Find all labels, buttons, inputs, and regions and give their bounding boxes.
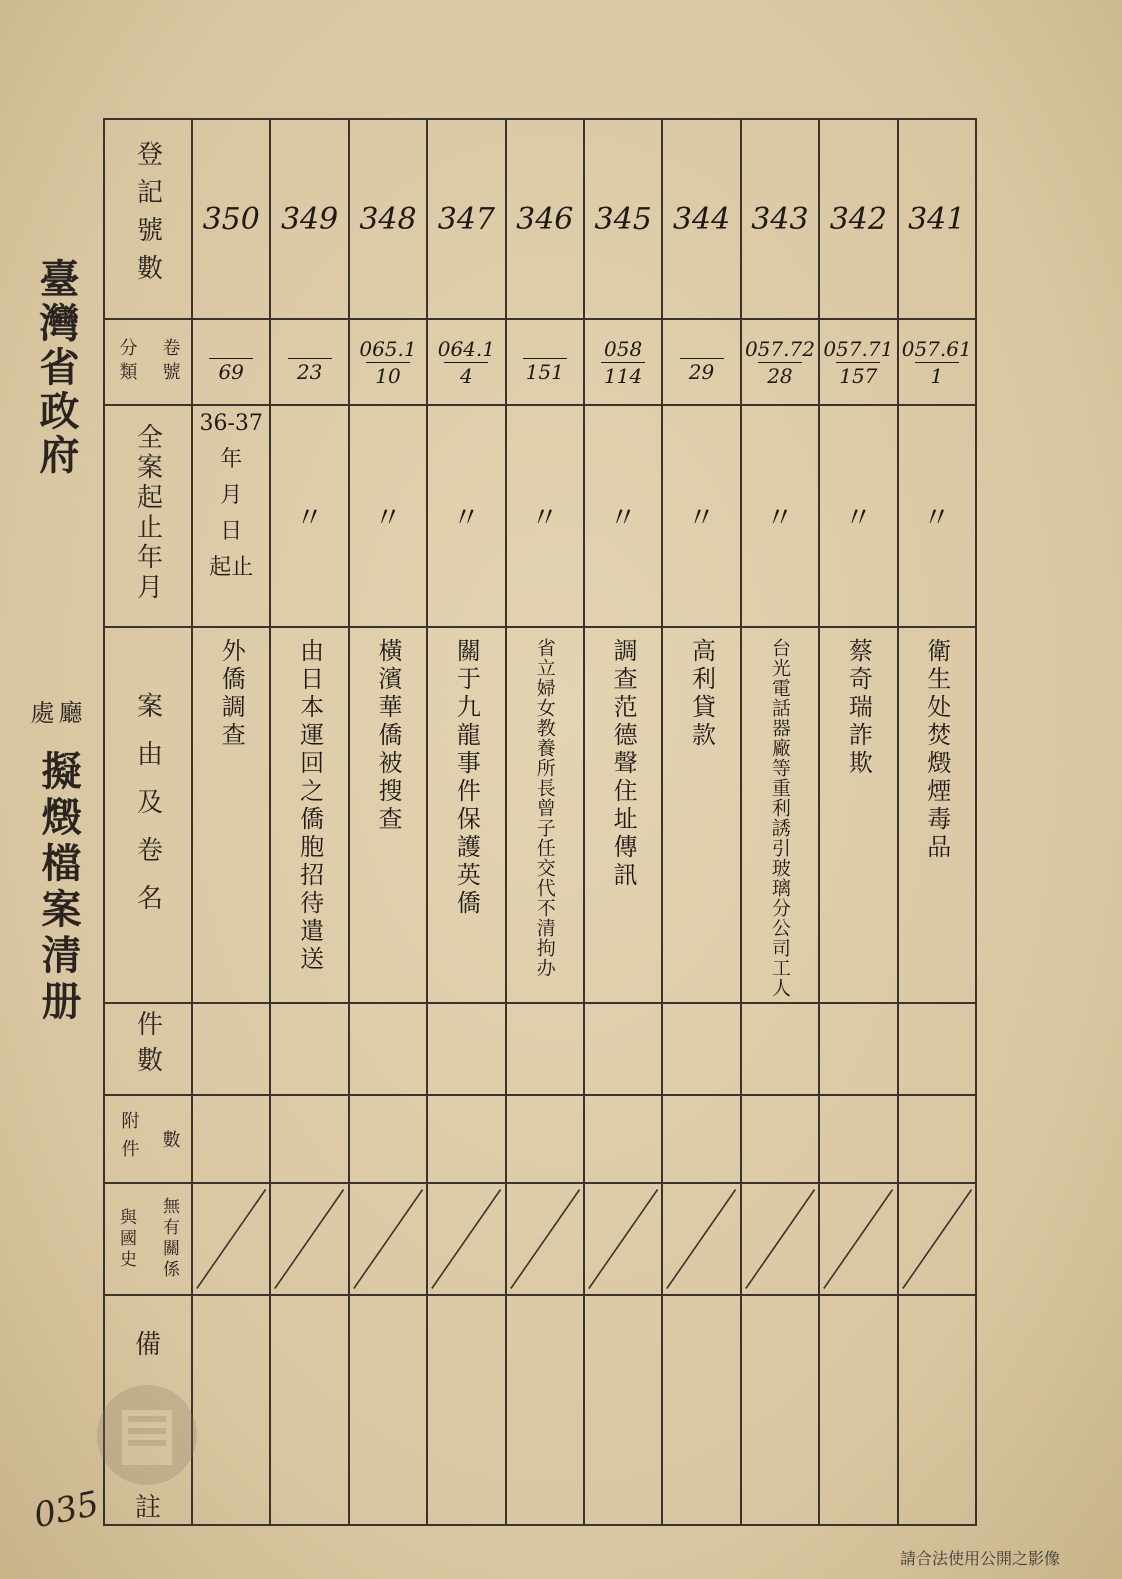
date-range-cell [662,405,740,627]
fraction-line [209,358,253,359]
date-range-cell [584,405,662,627]
diagonal-strike [899,1184,975,1294]
subject-text: 高利貸款 [687,638,716,750]
subject-text: 調查范德聲住址傳訊 [609,638,638,890]
remarks-cell [662,1295,740,1525]
subject-text: 台光電話器廠等重利誘引玻璃分公司工人 [768,638,791,998]
attachment-cell [741,1095,819,1183]
archive-logo-watermark [92,1380,202,1490]
history-relation-cell [349,1183,427,1295]
category-code: 058 [604,336,643,361]
remarks-cell [741,1295,819,1525]
date-range-cell [741,405,819,627]
category-volume-cell [349,319,427,405]
reg-no-cell [819,119,897,319]
history-relation-cell [741,1183,819,1295]
category-volume-fraction [438,338,495,387]
history-relation-cell [662,1183,740,1295]
diagonal-strike [193,1184,269,1294]
ditto-mark: 〃 [452,501,481,534]
category-code: 057.72 [744,336,815,361]
history-relation-cell [819,1183,897,1295]
category-volume-fraction [523,356,567,383]
diagonal-strike [585,1184,661,1294]
unit-label-2: 處 [26,700,54,724]
subject-cell [584,627,662,1003]
reg-no-cell [741,119,819,319]
date-range-block [193,406,269,586]
attachment-cell [427,1095,505,1183]
diagonal-strike [820,1184,896,1294]
remarks-cell [427,1295,505,1525]
diagonal-strike [742,1184,818,1294]
reg-no-cell [584,119,662,319]
history-relation-cell [506,1183,584,1295]
unit-label-1: 廳 [54,700,82,724]
subject-cell [898,627,976,1003]
date-range-cell [349,405,427,627]
count-cell [192,1003,270,1095]
reg-no-cell [349,119,427,319]
reg-no: 344 [672,202,731,237]
document-title: 擬燬檔案清册 [35,750,82,1026]
date-day-label: 日 [220,519,243,544]
reg-no-cell [270,119,348,319]
count-cell [427,1003,505,1095]
category-volume-fraction [209,356,253,383]
count-cell [662,1003,740,1095]
subject-cell [819,627,897,1003]
header-category: 分類 卷號 [104,319,192,405]
subject-cell [427,627,505,1003]
header-subject: 案由及卷名 [104,627,192,1003]
header-date-range: 全案起止年月 [104,405,192,627]
count-cell [898,1003,976,1095]
category-volume-cell [270,319,348,405]
reg-no: 341 [908,202,966,237]
remarks-cell [270,1295,348,1525]
header-reg-no: 登記號數 [104,119,192,319]
date-range-cell [192,405,270,627]
usage-notice-stamp: 請合法使用公開之影像 [900,1549,1061,1568]
attachment-cell [506,1095,584,1183]
fraction-line [444,362,488,363]
subject-text: 關于九龍事件保護英僑 [452,638,481,918]
fraction-line [915,362,959,363]
attachment-cell [349,1095,427,1183]
reg-no-cell [192,119,270,319]
category-volume-fraction [745,338,815,387]
volume-no: 1 [930,363,944,388]
count-cell [584,1003,662,1095]
date-range-cell [898,405,976,627]
date-years: 36-37 [199,411,263,436]
fraction-line [601,362,645,363]
attachment-cell [898,1095,976,1183]
diagonal-strike [350,1184,426,1294]
category-volume-fraction [902,338,972,387]
category-volume-cell [662,319,740,405]
count-cell [349,1003,427,1095]
reg-no: 345 [594,202,652,237]
subject-cell [506,627,584,1003]
reg-no: 346 [516,202,574,237]
ditto-mark: 〃 [530,501,559,534]
category-volume-cell [427,319,505,405]
reg-no: 343 [751,202,809,237]
history-relation-cell [584,1183,662,1295]
reg-no: 350 [202,202,260,237]
date-start-end-label: 起止 [209,555,254,580]
header-count: 件數 [104,1003,192,1095]
count-cell [819,1003,897,1095]
date-range-cell [506,405,584,627]
category-code: 065.1 [359,336,417,361]
category-volume-cell [898,319,976,405]
attachment-cell [270,1095,348,1183]
page-number: 035 [30,1483,103,1537]
date-month-label: 月 [220,483,243,508]
subject-text: 蔡奇瑞詐欺 [844,638,873,778]
category-volume-fraction [288,356,332,383]
attachment-cell [584,1095,662,1183]
ditto-mark: 〃 [844,501,873,534]
category-volume-cell [584,319,662,405]
subject-cell [662,627,740,1003]
date-range-cell [819,405,897,627]
remarks-cell [506,1295,584,1525]
subject-text: 橫濱華僑被搜查 [373,638,402,834]
ditto-mark: 〃 [609,501,638,534]
remarks-cell [819,1295,897,1525]
volume-no: 4 [460,363,473,388]
remarks-cell [898,1295,976,1525]
remarks-cell [349,1295,427,1525]
diagonal-strike [271,1184,347,1294]
subject-cell [270,627,348,1003]
ditto-mark: 〃 [922,501,951,534]
reg-no-cell [427,119,505,319]
document-issuer: 臺灣省政府 [33,258,80,478]
reg-no-cell [662,119,740,319]
diagonal-strike [507,1184,583,1294]
reg-no-cell [898,119,976,319]
diagonal-strike [663,1184,739,1294]
diagonal-strike [428,1184,504,1294]
count-cell [270,1003,348,1095]
header-remarks: 備 註 [104,1295,192,1525]
subject-text: 衛生处焚燬煙毒品 [922,638,951,862]
subject-text: 由日本運回之僑胞招待遣送 [295,638,324,974]
volume-no: 151 [525,360,564,384]
count-cell [506,1003,584,1095]
volume-no: 29 [688,360,715,384]
subject-cell [349,627,427,1003]
volume-no: 23 [296,360,323,384]
attachment-cell [662,1095,740,1183]
history-relation-cell [192,1183,270,1295]
category-code: 057.61 [901,336,972,361]
date-range-cell [427,405,505,627]
fraction-line [288,358,332,359]
count-cell [741,1003,819,1095]
history-relation-cell [898,1183,976,1295]
date-range-cell [270,405,348,627]
reg-no: 342 [829,202,887,237]
ditto-mark: 〃 [765,501,794,534]
reg-no: 349 [280,202,339,237]
category-volume-fraction [359,338,416,387]
volume-no: 10 [375,363,401,388]
date-year-label: 年 [220,447,243,472]
category-volume-fraction [680,356,724,383]
category-volume-cell [819,319,897,405]
category-volume-cell [192,319,270,405]
fraction-line [836,362,880,363]
attachment-cell [192,1095,270,1183]
volume-no: 157 [839,363,878,388]
attachment-cell [819,1095,897,1183]
register-table [103,118,975,1523]
ditto-mark: 〃 [687,501,716,534]
volume-no: 114 [604,363,643,388]
volume-no: 69 [218,360,244,384]
history-relation-cell [270,1183,348,1295]
fraction-line [523,358,567,359]
category-code: 057.71 [823,336,894,361]
category-volume-fraction [601,338,645,387]
remarks-cell [192,1295,270,1525]
subject-text: 外僑調查 [217,638,246,750]
remarks-cell [584,1295,662,1525]
header-history-relation: 與國史 無有關係 [104,1183,192,1295]
reg-no-cell [506,119,584,319]
fraction-line [758,362,802,363]
reg-no: 347 [437,202,495,237]
ditto-mark: 〃 [295,501,324,534]
history-relation-cell [427,1183,505,1295]
subject-cell [741,627,819,1003]
volume-no: 28 [767,363,793,388]
category-volume-fraction [823,338,893,387]
subject-cell [192,627,270,1003]
reg-no: 348 [359,202,417,237]
category-volume-cell [506,319,584,405]
fraction-line [680,358,724,359]
subject-text: 省立婦女教養所長曾子任交代不清拘办 [533,638,556,978]
category-code: 064.1 [437,336,495,361]
header-attachments: 附件 數 [104,1095,192,1183]
category-volume-cell [741,319,819,405]
fraction-line [366,362,410,363]
ditto-mark: 〃 [373,501,402,534]
